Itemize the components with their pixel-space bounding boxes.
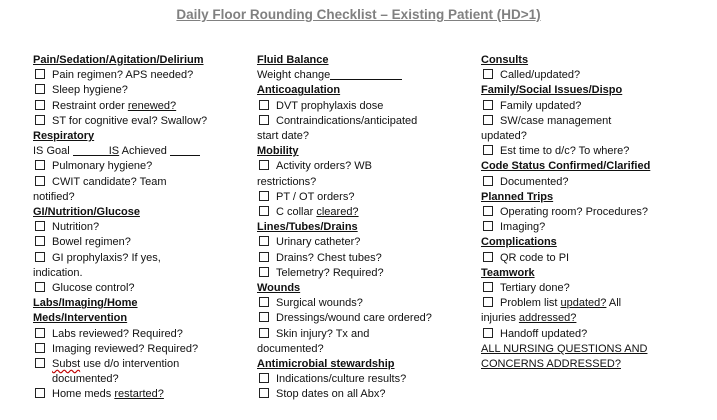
checkbox[interactable] [483, 282, 493, 292]
section-heading-respiratory: Respiratory [33, 130, 95, 143]
checklist-item[interactable]: Sleep hygiene? [33, 83, 238, 98]
checklist-item[interactable]: Documented? [481, 175, 671, 190]
page-title: Daily Floor Rounding Checklist – Existing Patient (HD>1) [176, 7, 541, 22]
section-heading-labs-2: Meds/Intervention [33, 312, 128, 325]
checkbox[interactable] [35, 84, 45, 94]
checkbox[interactable] [35, 115, 45, 125]
checkbox[interactable] [259, 100, 269, 110]
checklist-item[interactable]: DVT prophylaxis dose [257, 99, 462, 114]
column-left [33, 53, 238, 403]
section-heading-wounds: Wounds [257, 282, 301, 295]
checklist-item[interactable]: GI prophylaxis? If yes, [33, 251, 238, 266]
checklist-item-cont: injuries addressed? [481, 312, 577, 325]
checklist-item[interactable]: Restraint order renewed? [33, 99, 238, 114]
checkbox[interactable] [483, 221, 493, 231]
checkbox[interactable] [259, 206, 269, 216]
checklist-item[interactable]: Dressings/wound care ordered? [257, 311, 462, 326]
checkbox[interactable] [35, 221, 45, 231]
checklist-item[interactable]: Pulmonary hygiene? [33, 159, 238, 174]
section-heading-pain: Pain/Sedation/Agitation/Delirium [33, 54, 204, 66]
checkbox[interactable] [259, 267, 269, 277]
checkbox[interactable] [35, 282, 45, 292]
section-heading-abx: Antimicrobial stewardship [257, 358, 395, 371]
section-heading-trips: Planned Trips [481, 190, 554, 203]
section-heading-lines: Lines/Tubes/Drains [257, 221, 358, 234]
checklist-item-cont: documented? [52, 373, 119, 386]
checkbox[interactable] [259, 312, 269, 322]
checkbox[interactable] [483, 176, 493, 186]
is-goal-blank[interactable] [73, 144, 109, 156]
column-middle [257, 53, 462, 403]
checklist-item[interactable]: Bowel regimen? [33, 235, 238, 250]
section-heading-teamwork: Teamwork [481, 266, 535, 279]
checkbox[interactable] [259, 115, 269, 125]
checklist-item[interactable]: Pain regimen? APS needed? [33, 68, 238, 83]
checklist-item[interactable]: QR code to PI [481, 251, 671, 266]
section-heading-fluid: Fluid Balance [257, 54, 329, 66]
checklist-item[interactable]: CWIT candidate? Team [33, 175, 238, 190]
checkbox[interactable] [483, 252, 493, 262]
checklist-item[interactable]: Surgical wounds? [257, 296, 462, 311]
checkbox[interactable] [35, 388, 45, 398]
section-heading-mobility: Mobility [257, 145, 299, 158]
weight-change-line: Weight change [257, 68, 462, 83]
weight-change-blank[interactable] [330, 68, 402, 80]
checkbox[interactable] [35, 160, 45, 170]
checkbox[interactable] [35, 100, 45, 110]
checkbox[interactable] [483, 115, 493, 125]
checkbox[interactable] [35, 358, 45, 368]
column-right [481, 53, 671, 372]
checkbox[interactable] [259, 252, 269, 262]
checkbox[interactable] [483, 145, 493, 155]
checklist-item-cont: notified? [33, 190, 75, 203]
checkbox[interactable] [259, 328, 269, 338]
checklist-item[interactable]: Handoff updated? [481, 327, 671, 342]
checklist-item[interactable]: Skin injury? Tx and [257, 327, 462, 342]
section-heading-complications: Complications [481, 236, 557, 249]
checkbox[interactable] [483, 100, 493, 110]
checklist-item[interactable]: Glucose control? [33, 281, 238, 296]
checklist-item[interactable]: Est time to d/c? To where? [481, 144, 671, 159]
checkbox[interactable] [483, 206, 493, 216]
checkbox[interactable] [259, 191, 269, 201]
checkbox[interactable] [259, 388, 269, 398]
checklist-item[interactable]: Labs reviewed? Required? [33, 327, 238, 342]
checklist-item[interactable]: Imaging reviewed? Required? [33, 342, 238, 357]
checkbox[interactable] [35, 176, 45, 186]
checklist-item[interactable]: Activity orders? WB [257, 159, 462, 174]
checklist-item-cont: start date? [257, 130, 309, 143]
checklist-item[interactable]: Urinary catheter? [257, 235, 462, 250]
checklist-item-cont: restrictions? [257, 175, 317, 188]
checkbox[interactable] [259, 297, 269, 307]
checklist-item[interactable]: Imaging? [481, 220, 671, 235]
nursing-questions-line-1: ALL NURSING QUESTIONS AND [481, 342, 648, 355]
section-heading-gi: GI/Nutrition/Glucose [33, 206, 140, 219]
checkbox[interactable] [35, 252, 45, 262]
section-heading-anticoag: Anticoagulation [257, 84, 341, 97]
nursing-questions-line-2: CONCERNS ADDRESSED? [481, 358, 621, 371]
checklist-item[interactable]: Family updated? [481, 99, 671, 114]
checklist-item[interactable]: Indications/culture results? [257, 372, 462, 387]
checkbox[interactable] [35, 328, 45, 338]
checklist-item[interactable]: Contraindications/anticipated [257, 114, 462, 129]
section-heading-code-status: Code Status Confirmed/Clarified [481, 160, 651, 173]
checkbox[interactable] [259, 373, 269, 383]
renewed-link: renewed? [127, 99, 177, 112]
checklist-item[interactable]: SW/case management [481, 114, 671, 129]
checklist-item[interactable]: Problem list updated? All [481, 296, 671, 311]
checkbox[interactable] [35, 343, 45, 353]
checklist-item[interactable]: Stop dates on all Abx? [257, 387, 462, 402]
is-achieved-blank[interactable] [170, 144, 200, 156]
checklist-item[interactable]: Drains? Chest tubes? [257, 251, 462, 266]
checklist-item-cont: indication. [33, 266, 83, 279]
checklist-item[interactable]: ST for cognitive eval? Swallow? [33, 114, 238, 129]
section-heading-labs: Labs/Imaging/Home [33, 297, 138, 310]
checklist-item[interactable]: PT / OT orders? [257, 190, 462, 205]
checkbox[interactable] [259, 160, 269, 170]
is-goal-line: IS Goal IS Achieved [33, 144, 238, 159]
checklist-item[interactable]: C collar cleared? [257, 205, 462, 220]
checkbox[interactable] [483, 69, 493, 79]
checklist-item[interactable]: Operating room? Procedures? [481, 205, 671, 220]
checkbox[interactable] [259, 236, 269, 246]
checklist-item[interactable]: Called/updated? [481, 68, 671, 83]
checklist-item[interactable]: Telemetry? Required? [257, 266, 462, 281]
section-heading-family: Family/Social Issues/Dispo [481, 84, 623, 97]
checkbox[interactable] [483, 328, 493, 338]
checklist-item[interactable]: Nutrition? [33, 220, 238, 235]
checklist-item-cont: updated? [481, 130, 527, 143]
checkbox[interactable] [483, 297, 493, 307]
checkbox[interactable] [35, 236, 45, 246]
checklist-item-cont: documented? [257, 342, 324, 355]
checklist-item[interactable]: Tertiary done? [481, 281, 671, 296]
checklist-item[interactable]: Home meds restarted? [33, 387, 238, 402]
checkbox[interactable] [35, 69, 45, 79]
section-heading-consults: Consults [481, 54, 529, 66]
checklist-item[interactable]: Subst use d/o intervention [33, 357, 238, 372]
